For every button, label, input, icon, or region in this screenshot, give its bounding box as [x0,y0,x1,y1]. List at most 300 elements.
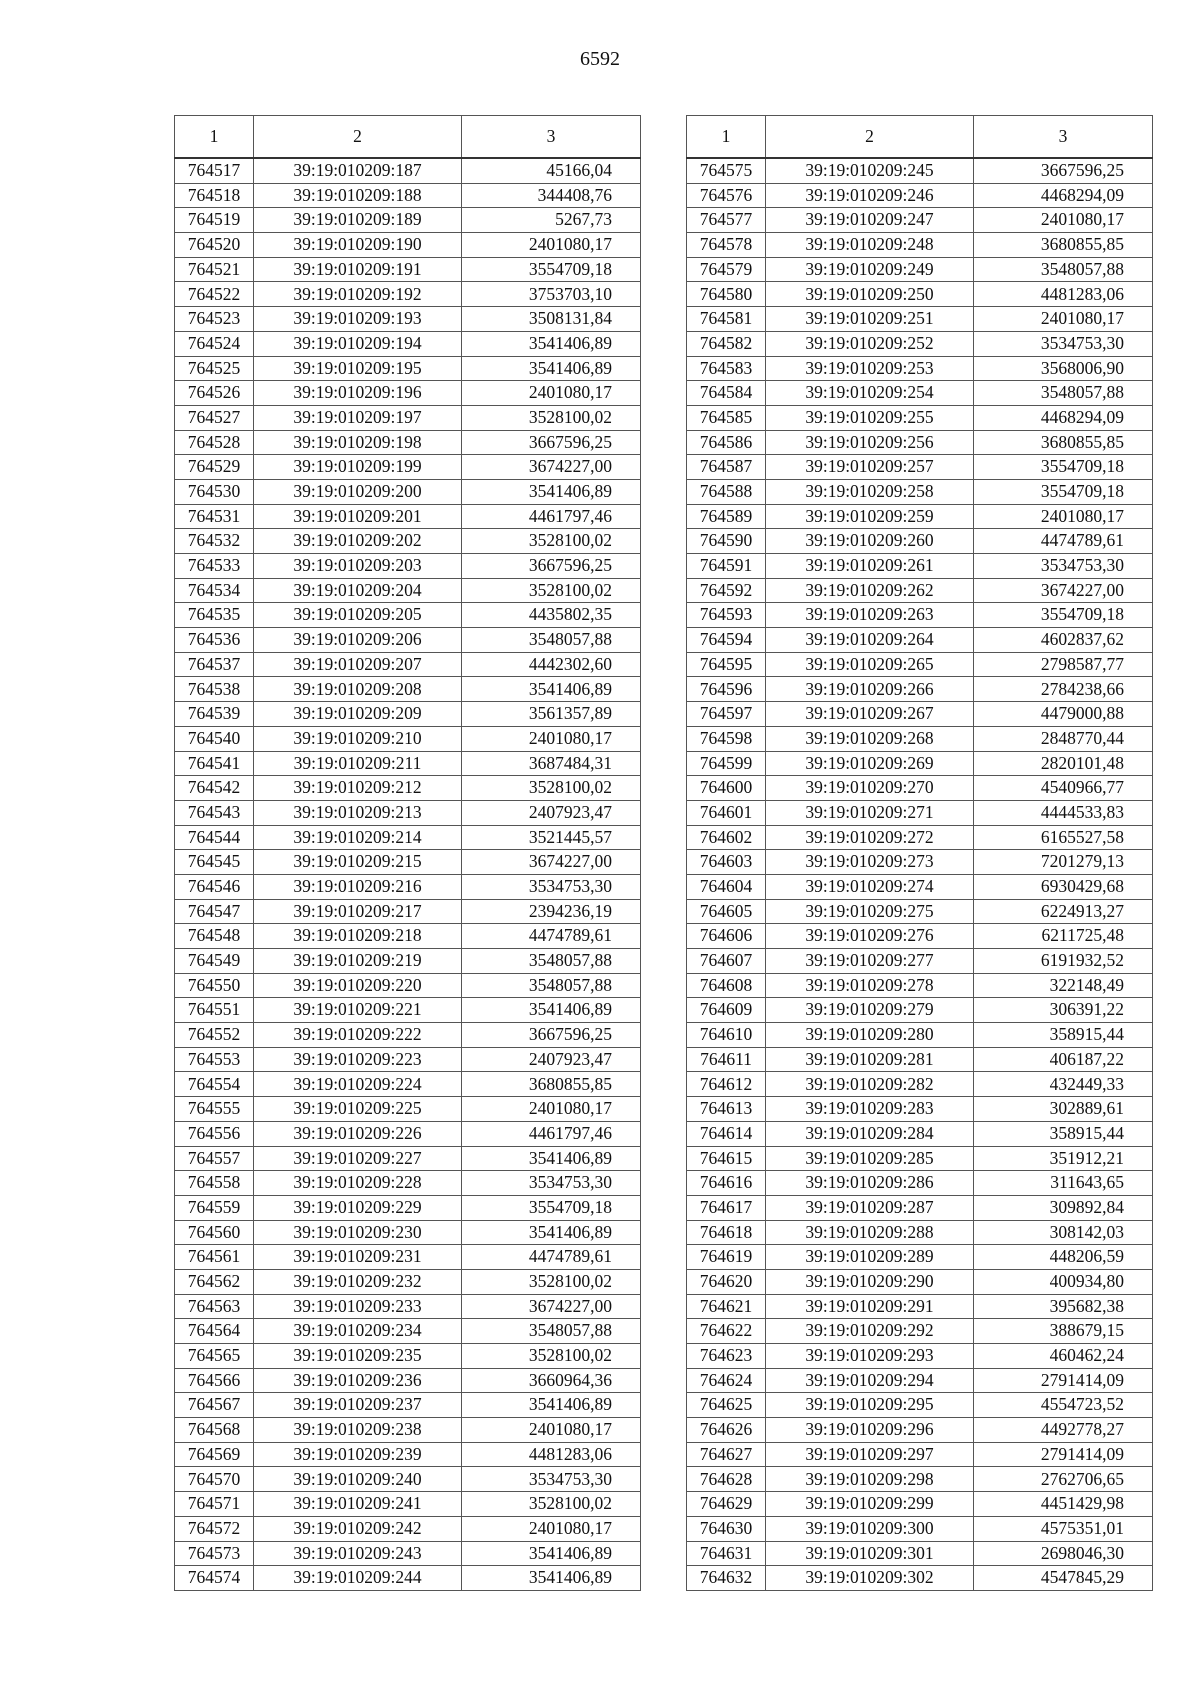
table-row [175,307,641,332]
row-number-cell: 764632 [687,1566,766,1591]
value-cell: 3541406,89 [462,356,641,381]
row-number-cell: 764604 [687,874,766,899]
value-cell: 3548057,88 [974,381,1153,406]
cadastral-number-cell: 39:19:010209:293 [766,1344,974,1369]
value-cell: 2394236,19 [462,899,641,924]
row-number-cell: 764546 [175,874,254,899]
table-row [687,702,1153,727]
cadastral-number-cell: 39:19:010209:250 [766,282,974,307]
value-cell: 5267,73 [462,208,641,233]
row-number-cell: 764596 [687,677,766,702]
table-row [175,1467,641,1492]
value-cell: 2401080,17 [462,1418,641,1443]
table-row [687,1467,1153,1492]
cadastral-number-cell: 39:19:010209:295 [766,1393,974,1418]
table-row [687,628,1153,653]
table-row [175,702,641,727]
row-number-cell: 764557 [175,1146,254,1171]
row-number-cell: 764599 [687,751,766,776]
right-table-body [687,158,1153,1590]
value-cell: 2407923,47 [462,800,641,825]
cadastral-number-cell: 39:19:010209:271 [766,800,974,825]
cadastral-number-cell: 39:19:010209:272 [766,825,974,850]
row-number-cell: 764543 [175,800,254,825]
value-cell: 3541406,89 [462,1541,641,1566]
table-row [687,578,1153,603]
row-number-cell: 764532 [175,529,254,554]
cadastral-number-cell: 39:19:010209:262 [766,578,974,603]
table-row [175,578,641,603]
row-number-cell: 764600 [687,776,766,801]
row-number-cell: 764558 [175,1171,254,1196]
table-row [175,331,641,356]
row-number-cell: 764517 [175,158,254,183]
cadastral-number-cell: 39:19:010209:291 [766,1294,974,1319]
table-row [175,1442,641,1467]
value-cell: 3680855,85 [462,1072,641,1097]
left-table [174,115,641,1591]
row-number-cell: 764594 [687,628,766,653]
row-number-cell: 764525 [175,356,254,381]
value-cell: 306391,22 [974,998,1153,1023]
cadastral-number-cell: 39:19:010209:246 [766,183,974,208]
table-row [175,850,641,875]
row-number-cell: 764593 [687,603,766,628]
cadastral-number-cell: 39:19:010209:275 [766,899,974,924]
table-row [175,800,641,825]
cadastral-number-cell: 39:19:010209:220 [254,973,462,998]
cadastral-number-cell: 39:19:010209:260 [766,529,974,554]
value-cell: 3554709,18 [974,479,1153,504]
column-header-2: 2 [766,116,974,159]
cadastral-number-cell: 39:19:010209:274 [766,874,974,899]
row-number-cell: 764569 [175,1442,254,1467]
table-row [687,158,1153,183]
table-row [687,257,1153,282]
row-number-cell: 764527 [175,405,254,430]
row-number-cell: 764610 [687,1023,766,1048]
cadastral-number-cell: 39:19:010209:218 [254,924,462,949]
table-row [175,628,641,653]
row-number-cell: 764583 [687,356,766,381]
table-row [175,1319,641,1344]
value-cell: 2401080,17 [974,208,1153,233]
cadastral-number-cell: 39:19:010209:234 [254,1319,462,1344]
cadastral-number-cell: 39:19:010209:301 [766,1541,974,1566]
cadastral-number-cell: 39:19:010209:285 [766,1146,974,1171]
column-header-3: 3 [974,116,1153,159]
column-header-1: 1 [687,116,766,159]
table-row [175,381,641,406]
cadastral-number-cell: 39:19:010209:219 [254,949,462,974]
table-row [687,455,1153,480]
row-number-cell: 764576 [687,183,766,208]
table-row [175,554,641,579]
cadastral-number-cell: 39:19:010209:228 [254,1171,462,1196]
cadastral-number-cell: 39:19:010209:253 [766,356,974,381]
cadastral-number-cell: 39:19:010209:288 [766,1220,974,1245]
cadastral-number-cell: 39:19:010209:225 [254,1097,462,1122]
cadastral-number-cell: 39:19:010209:277 [766,949,974,974]
table-row [687,1220,1153,1245]
value-cell: 2791414,09 [974,1368,1153,1393]
value-cell: 4461797,46 [462,1121,641,1146]
row-number-cell: 764572 [175,1516,254,1541]
cadastral-number-cell: 39:19:010209:216 [254,874,462,899]
table-row [687,1146,1153,1171]
cadastral-number-cell: 39:19:010209:217 [254,899,462,924]
cadastral-number-cell: 39:19:010209:205 [254,603,462,628]
value-cell: 3548057,88 [462,949,641,974]
cadastral-number-cell: 39:19:010209:233 [254,1294,462,1319]
table-row [687,1492,1153,1517]
table-row [175,1294,641,1319]
row-number-cell: 764621 [687,1294,766,1319]
cadastral-number-cell: 39:19:010209:208 [254,677,462,702]
row-number-cell: 764582 [687,331,766,356]
cadastral-number-cell: 39:19:010209:227 [254,1146,462,1171]
value-cell: 3541406,89 [462,1566,641,1591]
table-row [175,1245,641,1270]
cadastral-number-cell: 39:19:010209:265 [766,652,974,677]
row-number-cell: 764535 [175,603,254,628]
cadastral-number-cell: 39:19:010209:189 [254,208,462,233]
cadastral-number-cell: 39:19:010209:244 [254,1566,462,1591]
value-cell: 45166,04 [462,158,641,183]
row-number-cell: 764536 [175,628,254,653]
table-row [175,825,641,850]
table-row [687,1344,1153,1369]
row-number-cell: 764534 [175,578,254,603]
row-number-cell: 764573 [175,1541,254,1566]
table-row [175,1171,641,1196]
row-number-cell: 764628 [687,1467,766,1492]
table-row [687,405,1153,430]
row-number-cell: 764545 [175,850,254,875]
row-number-cell: 764607 [687,949,766,974]
table-row [687,800,1153,825]
cadastral-number-cell: 39:19:010209:207 [254,652,462,677]
cadastral-number-cell: 39:19:010209:292 [766,1319,974,1344]
value-cell: 4451429,98 [974,1492,1153,1517]
table-row [175,455,641,480]
value-cell: 3541406,89 [462,998,641,1023]
row-number-cell: 764592 [687,578,766,603]
table-row [175,973,641,998]
row-number-cell: 764567 [175,1393,254,1418]
row-number-cell: 764554 [175,1072,254,1097]
row-number-cell: 764575 [687,158,766,183]
row-number-cell: 764605 [687,899,766,924]
cadastral-number-cell: 39:19:010209:230 [254,1220,462,1245]
value-cell: 3667596,25 [462,1023,641,1048]
row-number-cell: 764542 [175,776,254,801]
table-row [175,899,641,924]
cadastral-number-cell: 39:19:010209:187 [254,158,462,183]
table-row [687,1442,1153,1467]
cadastral-number-cell: 39:19:010209:278 [766,973,974,998]
value-cell: 3674227,00 [462,1294,641,1319]
value-cell: 7201279,13 [974,850,1153,875]
table-row [175,751,641,776]
value-cell: 351912,21 [974,1146,1153,1171]
table-row [175,1418,641,1443]
value-cell: 6191932,52 [974,949,1153,974]
row-number-cell: 764622 [687,1319,766,1344]
value-cell: 3667596,25 [462,554,641,579]
row-number-cell: 764630 [687,1516,766,1541]
cadastral-number-cell: 39:19:010209:239 [254,1442,462,1467]
row-number-cell: 764579 [687,257,766,282]
table-header-row [175,116,641,159]
value-cell: 3674227,00 [974,578,1153,603]
cadastral-number-cell: 39:19:010209:231 [254,1245,462,1270]
cadastral-number-cell: 39:19:010209:202 [254,529,462,554]
row-number-cell: 764555 [175,1097,254,1122]
row-number-cell: 764598 [687,726,766,751]
cadastral-number-cell: 39:19:010209:264 [766,628,974,653]
table-row [175,479,641,504]
value-cell: 3687484,31 [462,751,641,776]
cadastral-number-cell: 39:19:010209:290 [766,1269,974,1294]
table-row [687,1319,1153,1344]
table-row [687,776,1153,801]
value-cell: 3541406,89 [462,1393,641,1418]
value-cell: 2762706,65 [974,1467,1153,1492]
table-row [687,998,1153,1023]
table-row [687,1418,1153,1443]
value-cell: 3541406,89 [462,479,641,504]
row-number-cell: 764529 [175,455,254,480]
value-cell: 4479000,88 [974,702,1153,727]
table-row [687,1368,1153,1393]
row-number-cell: 764544 [175,825,254,850]
value-cell: 2820101,48 [974,751,1153,776]
table-row [687,1245,1153,1270]
table-row [175,1072,641,1097]
value-cell: 4474789,61 [974,529,1153,554]
cadastral-number-cell: 39:19:010209:249 [766,257,974,282]
table-row [175,677,641,702]
table-row [687,331,1153,356]
table-row [687,1294,1153,1319]
value-cell: 2401080,17 [974,504,1153,529]
value-cell: 2784238,66 [974,677,1153,702]
cadastral-number-cell: 39:19:010209:243 [254,1541,462,1566]
cadastral-number-cell: 39:19:010209:266 [766,677,974,702]
cadastral-number-cell: 39:19:010209:206 [254,628,462,653]
row-number-cell: 764550 [175,973,254,998]
value-cell: 3561357,89 [462,702,641,727]
cadastral-number-cell: 39:19:010209:287 [766,1195,974,1220]
row-number-cell: 764556 [175,1121,254,1146]
cadastral-number-cell: 39:19:010209:268 [766,726,974,751]
cadastral-number-cell: 39:19:010209:198 [254,430,462,455]
row-number-cell: 764521 [175,257,254,282]
row-number-cell: 764627 [687,1442,766,1467]
table-row [175,1146,641,1171]
row-number-cell: 764547 [175,899,254,924]
value-cell: 3667596,25 [974,158,1153,183]
value-cell: 3528100,02 [462,1269,641,1294]
table-row [687,307,1153,332]
table-row [175,1121,641,1146]
row-number-cell: 764589 [687,504,766,529]
table-row [175,233,641,258]
table-row [687,825,1153,850]
value-cell: 4435802,35 [462,603,641,628]
row-number-cell: 764603 [687,850,766,875]
table-row [175,1269,641,1294]
cadastral-number-cell: 39:19:010209:251 [766,307,974,332]
row-number-cell: 764553 [175,1047,254,1072]
row-number-cell: 764601 [687,800,766,825]
cadastral-number-cell: 39:19:010209:286 [766,1171,974,1196]
cadastral-number-cell: 39:19:010209:226 [254,1121,462,1146]
row-number-cell: 764615 [687,1146,766,1171]
value-cell: 2698046,30 [974,1541,1153,1566]
cadastral-number-cell: 39:19:010209:211 [254,751,462,776]
value-cell: 2798587,77 [974,652,1153,677]
cadastral-number-cell: 39:19:010209:283 [766,1097,974,1122]
table-row [687,1121,1153,1146]
table-row [687,924,1153,949]
table-row [175,1220,641,1245]
table-row [175,1195,641,1220]
table-row [175,405,641,430]
table-row [175,998,641,1023]
table-row [175,1344,641,1369]
table-row [175,504,641,529]
cadastral-number-cell: 39:19:010209:203 [254,554,462,579]
cadastral-number-cell: 39:19:010209:221 [254,998,462,1023]
value-cell: 358915,44 [974,1121,1153,1146]
table-row [687,726,1153,751]
cadastral-number-cell: 39:19:010209:269 [766,751,974,776]
value-cell: 6930429,68 [974,874,1153,899]
row-number-cell: 764522 [175,282,254,307]
table-row [687,479,1153,504]
cadastral-number-cell: 39:19:010209:199 [254,455,462,480]
row-number-cell: 764626 [687,1418,766,1443]
cadastral-number-cell: 39:19:010209:298 [766,1467,974,1492]
cadastral-number-cell: 39:19:010209:204 [254,578,462,603]
value-cell: 3521445,57 [462,825,641,850]
value-cell: 3528100,02 [462,578,641,603]
value-cell: 358915,44 [974,1023,1153,1048]
value-cell: 311643,65 [974,1171,1153,1196]
value-cell: 4468294,09 [974,183,1153,208]
cadastral-number-cell: 39:19:010209:188 [254,183,462,208]
table-row [175,776,641,801]
row-number-cell: 764530 [175,479,254,504]
row-number-cell: 764561 [175,1245,254,1270]
row-number-cell: 764595 [687,652,766,677]
cadastral-number-cell: 39:19:010209:210 [254,726,462,751]
cadastral-number-cell: 39:19:010209:280 [766,1023,974,1048]
table-row [687,1195,1153,1220]
row-number-cell: 764520 [175,233,254,258]
table-row [175,1097,641,1122]
cadastral-number-cell: 39:19:010209:236 [254,1368,462,1393]
row-number-cell: 764609 [687,998,766,1023]
table-row [687,1097,1153,1122]
value-cell: 3554709,18 [974,455,1153,480]
cadastral-number-cell: 39:19:010209:248 [766,233,974,258]
table-row [175,949,641,974]
cadastral-number-cell: 39:19:010209:214 [254,825,462,850]
value-cell: 2791414,09 [974,1442,1153,1467]
row-number-cell: 764618 [687,1220,766,1245]
cadastral-number-cell: 39:19:010209:195 [254,356,462,381]
value-cell: 406187,22 [974,1047,1153,1072]
table-row [175,1492,641,1517]
row-number-cell: 764584 [687,381,766,406]
row-number-cell: 764540 [175,726,254,751]
value-cell: 2848770,44 [974,726,1153,751]
table-row [175,430,641,455]
table-row [687,973,1153,998]
table-row [687,1541,1153,1566]
value-cell: 4575351,01 [974,1516,1153,1541]
value-cell: 3508131,84 [462,307,641,332]
value-cell: 448206,59 [974,1245,1153,1270]
table-row [687,504,1153,529]
row-number-cell: 764574 [175,1566,254,1591]
row-number-cell: 764568 [175,1418,254,1443]
row-number-cell: 764587 [687,455,766,480]
row-number-cell: 764523 [175,307,254,332]
row-number-cell: 764586 [687,430,766,455]
cadastral-number-cell: 39:19:010209:192 [254,282,462,307]
cadastral-number-cell: 39:19:010209:284 [766,1121,974,1146]
cadastral-number-cell: 39:19:010209:237 [254,1393,462,1418]
table-row [687,677,1153,702]
cadastral-number-cell: 39:19:010209:224 [254,1072,462,1097]
value-cell: 308142,03 [974,1220,1153,1245]
row-number-cell: 764539 [175,702,254,727]
value-cell: 4540966,77 [974,776,1153,801]
cadastral-number-cell: 39:19:010209:247 [766,208,974,233]
row-number-cell: 764624 [687,1368,766,1393]
value-cell: 309892,84 [974,1195,1153,1220]
value-cell: 4547845,29 [974,1566,1153,1591]
cadastral-number-cell: 39:19:010209:257 [766,455,974,480]
row-number-cell: 764585 [687,405,766,430]
row-number-cell: 764597 [687,702,766,727]
value-cell: 4602837,62 [974,628,1153,653]
value-cell: 4474789,61 [462,1245,641,1270]
value-cell: 3660964,36 [462,1368,641,1393]
row-number-cell: 764619 [687,1245,766,1270]
cadastral-number-cell: 39:19:010209:279 [766,998,974,1023]
cadastral-number-cell: 39:19:010209:261 [766,554,974,579]
row-number-cell: 764565 [175,1344,254,1369]
value-cell: 3534753,30 [974,554,1153,579]
table-row [687,1072,1153,1097]
row-number-cell: 764617 [687,1195,766,1220]
cadastral-number-cell: 39:19:010209:296 [766,1418,974,1443]
value-cell: 3528100,02 [462,405,641,430]
left-table-body [175,158,641,1590]
value-cell: 2401080,17 [462,1097,641,1122]
cadastral-number-cell: 39:19:010209:256 [766,430,974,455]
value-cell: 3554709,18 [974,603,1153,628]
row-number-cell: 764566 [175,1368,254,1393]
table-row [687,899,1153,924]
cadastral-number-cell: 39:19:010209:267 [766,702,974,727]
table-row [687,381,1153,406]
